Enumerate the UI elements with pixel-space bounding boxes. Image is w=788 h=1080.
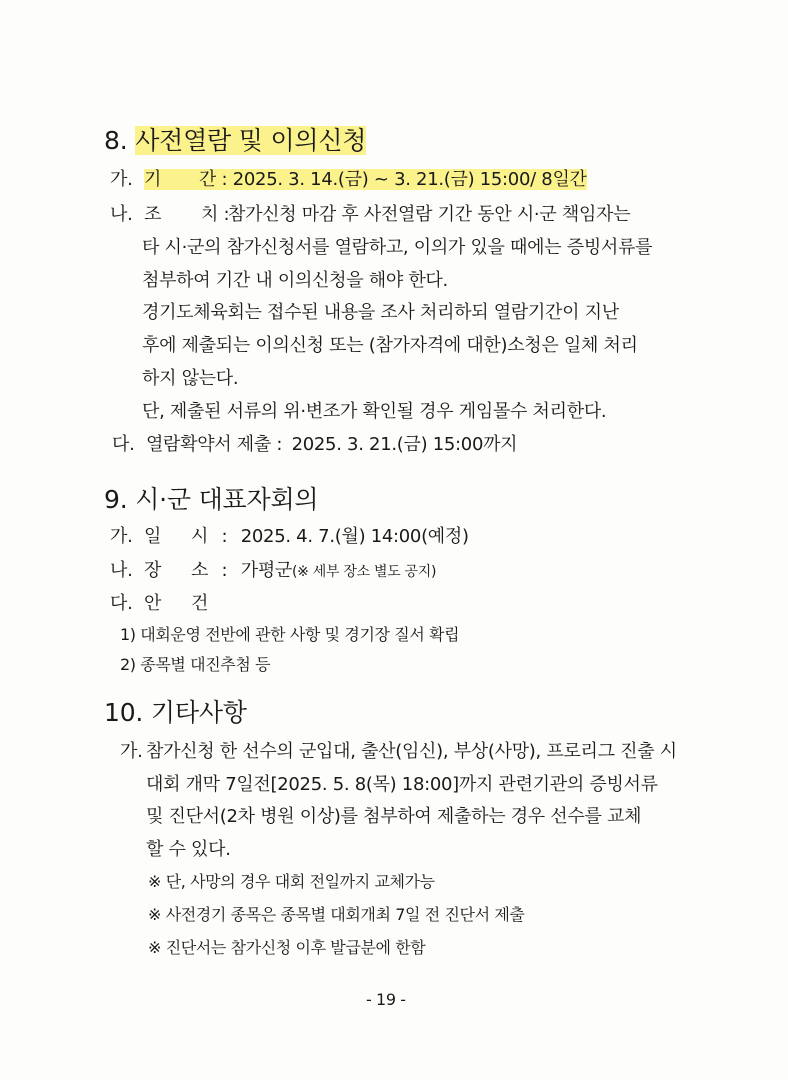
paragraph-line: 참가신청 마감 후 사전열람 기간 동안 시·군 책임자는 [228, 204, 631, 225]
item-colon: : [221, 526, 228, 547]
item-value: 2025. 3. 21.(금) 15:00까지 [291, 434, 518, 455]
section-number: 8. [104, 126, 128, 155]
section-8-heading [104, 121, 366, 157]
list-item: 1) 대회운영 전반에 관한 사항 및 경기장 질서 확립 [120, 625, 460, 644]
paragraph-line: 경기도체육회는 접수된 내용을 조사 처리하되 열람기간이 지난 [142, 302, 619, 323]
item-marker: 다. [110, 593, 133, 614]
item-colon: : [221, 169, 228, 190]
paragraph-line: 하지 않는다. [142, 368, 239, 389]
item-note: (※ 세부 장소 별도 공지) [292, 564, 437, 580]
paragraph-line: 단, 제출된 서류의 위·변조가 확인될 경우 게임몰수 처리한다. [142, 401, 607, 422]
item-marker: 나. [110, 204, 133, 225]
item-colon: : [276, 434, 283, 455]
item-marker: 가. [110, 526, 133, 547]
item-key: 간 [199, 169, 217, 190]
section-title: 기타사항 [150, 698, 247, 727]
item-marker: 가. [120, 741, 143, 762]
s8-item-na [110, 200, 229, 226]
section-10-heading [104, 693, 247, 729]
page-number: - 19 - [366, 990, 406, 1009]
s8-item-da [112, 430, 517, 456]
paragraph-line: 첨부하여 기간 내 이의신청을 해야 한다. [142, 270, 448, 291]
section-9-heading [104, 480, 318, 516]
item-marker: 다. [112, 434, 135, 455]
item-key: 소 [191, 560, 209, 581]
item-colon: : [223, 204, 230, 225]
s8-item-ga [110, 165, 587, 191]
item-key: 조 [143, 204, 162, 225]
s9-item-na [110, 556, 436, 582]
item-key: 시 [191, 526, 209, 547]
item-marker: 나. [110, 560, 133, 581]
paragraph-line: 및 진단서(2차 병원 이상)를 첨부하여 제출하는 경우 선수를 교체 [146, 806, 642, 827]
item-key: 치 [201, 204, 219, 225]
item-value: 2025. 4. 7.(월) 14:00(예정) [240, 526, 469, 547]
paragraph-line: 할 수 있다. [146, 839, 231, 860]
paragraph-line: 참가신청 한 선수의 군입대, 출산(임신), 부상(사망), 프로리그 진출 시 [146, 741, 677, 762]
section-number: 10. [104, 698, 144, 727]
item-key: 안 [143, 593, 162, 614]
item-key: 일 [143, 526, 162, 547]
list-item: 2) 종목별 대진추첨 등 [120, 655, 271, 674]
item-key: 기 [143, 169, 162, 190]
paragraph-line: 후에 제출되는 이의신청 또는 (참가자격에 대한)소청은 일체 처리 [142, 335, 638, 356]
note-line: ※ 사전경기 종목은 종목별 대회개최 7일 전 진단서 제출 [148, 905, 525, 924]
item-value: 가평군 [240, 560, 292, 581]
item-key: 열람확약서 제출 [145, 434, 271, 455]
paragraph-line: 대회 개막 7일전[2025. 5. 8(목) 18:00]까지 관련기관의 증빙서류 [146, 774, 658, 795]
paragraph-line: 타 시·군의 참가신청서를 열람하고, 이의가 있을 때에는 증빙서류를 [142, 237, 653, 258]
section-title: 시·군 대표자회의 [135, 485, 319, 514]
section-title: 사전열람 및 이의신청 [135, 126, 367, 155]
s10-item-ga [120, 737, 143, 763]
note-line: ※ 단, 사망의 경우 대회 전일까지 교체가능 [148, 872, 435, 891]
section-number: 9. [104, 485, 128, 514]
item-colon: : [221, 560, 228, 581]
note-line: ※ 진단서는 참가신청 이후 발급분에 한함 [148, 938, 426, 957]
s9-item-ga [110, 522, 469, 548]
item-key: 건 [191, 593, 209, 614]
item-value: 2025. 3. 14.(금) ~ 3. 21.(금) 15:00/ 8일간 [232, 169, 587, 190]
s9-item-da [110, 589, 208, 615]
item-marker: 가. [110, 169, 133, 190]
item-key: 장 [143, 560, 162, 581]
